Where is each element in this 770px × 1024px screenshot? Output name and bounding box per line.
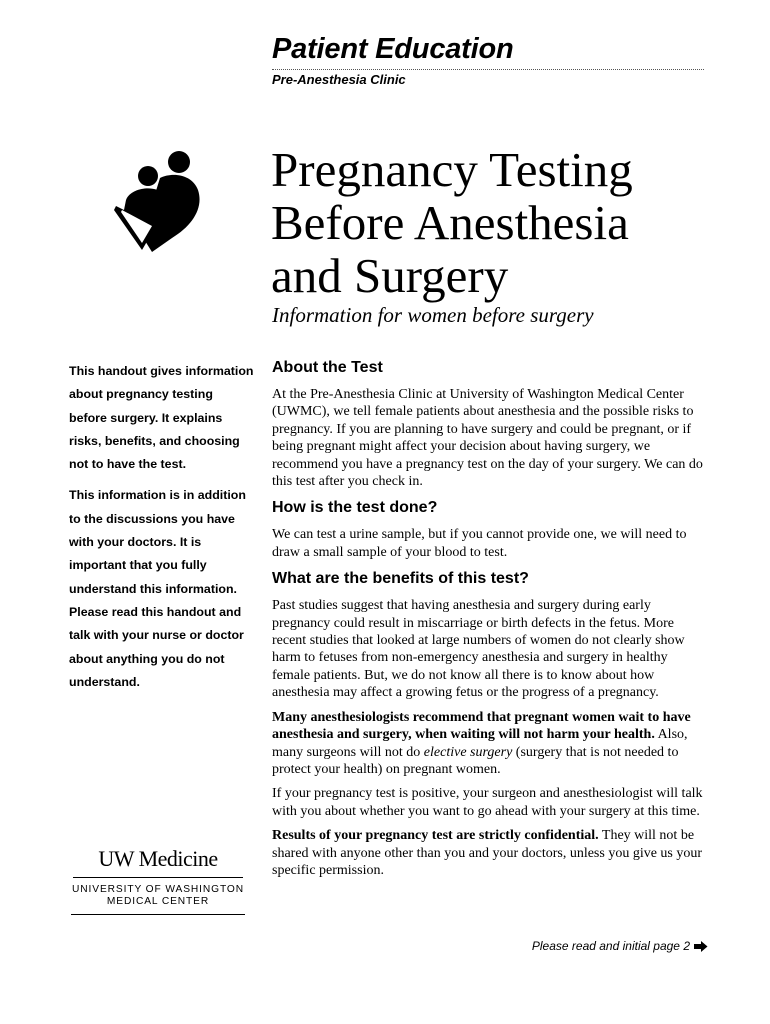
section-benefits [272, 568, 708, 879]
document-title-line: Pregnancy Testing [271, 142, 633, 197]
positive-test-paragraph: If your pregnancy test is positive, your surgeon and anesthesiologist will talk with you about whether you want to go ahead with your surgery at this time. [272, 786, 703, 819]
document-subtitle: Information for women before surgery [272, 303, 594, 327]
sidebar-paragraph: This handout gives information about pregnancy testing before surgery. It explains risks, benefits, and choosing not to have the test. [69, 364, 254, 472]
logo-subtitle-line: UNIVERSITY OF WASHINGTON [72, 884, 244, 895]
uw-medicine-logo [69, 846, 245, 915]
confidentiality-paragraph [272, 827, 708, 879]
section-body: Past studies suggest that having anesthesia and surgery during early pregnancy could result in miscarriage or birth defects in the fetus. More recent studies that looked at large numbers of women do not clearly show harm to fetuses from non-emergency anesthesia and surgery in healthy female patients. But, we do not know all there is to know about how anesthesia may affect a growing fetus or the progress of a pregnancy. [272, 598, 685, 701]
logo-subtitle-line: MEDICAL CENTER [106, 896, 210, 907]
wait-recommendation-paragraph [272, 709, 708, 779]
sidebar-paragraph: This information is in addition to the discussions you have with your doctors. It is important that you fully understand this information. Please read this handout and talk with your nurse or doctor about anything you do not understand. [69, 488, 246, 689]
header-title: Patient Education [272, 33, 514, 65]
section-how-test-done [272, 497, 708, 561]
section-heading: How is the test done? [272, 499, 438, 517]
sidebar-note [69, 360, 254, 702]
wait-recommendation-bold: Many anesthesiologists recommend that pregnant women wait to have anesthesia and surgery, when waiting will not harm your health. [272, 709, 691, 743]
document-title [271, 143, 633, 302]
header-divider [272, 69, 704, 70]
section-heading: About the Test [272, 359, 383, 376]
document-title-line: and Surgery [271, 248, 509, 303]
header-subtitle: Pre-Anesthesia Clinic [272, 72, 406, 87]
main-content [272, 357, 708, 886]
section-heading: What are the benefits of this test? [272, 570, 529, 588]
elective-surgery-term: elective surgery [423, 744, 513, 760]
section-about-test [272, 357, 708, 490]
logo-name: UW Medicine [73, 846, 243, 878]
text-segment: (surgery that is not needed to protect your health) on pregnant women. [272, 744, 679, 777]
patient-and-caregiver-icon [112, 148, 202, 254]
section-body: At the Pre-Anesthesia Clinic at University of Washington Medical Center (UWMC), we tell female patients about anesthesia and the possible risks to pregnancy. If you are planning to have surgery and could be pregnant, or if being pregnant might affect your decision about having surgery, we recommend you have a pregnancy test on the day of your surgery. We can do this test after you check in. [272, 387, 703, 490]
footer-continue-note [532, 939, 708, 953]
confidentiality-bold: Results of your pregnancy test are strictly confidential. [272, 828, 599, 844]
text-segment: They will not be shared with anyone other than you and your doctors, unless you give us your specific permission. [272, 828, 703, 878]
footer-text: Please read and initial page 2 [531, 939, 690, 953]
right-arrow-icon [694, 941, 708, 952]
logo-subtitle [71, 884, 245, 915]
document-title-line: Before Anesthesia [271, 195, 629, 250]
text-segment: Also, many surgeons will not do [272, 727, 688, 760]
section-body: We can test a urine sample, but if you cannot provide one, we will need to draw a small sample of your blood to test. [272, 527, 687, 560]
